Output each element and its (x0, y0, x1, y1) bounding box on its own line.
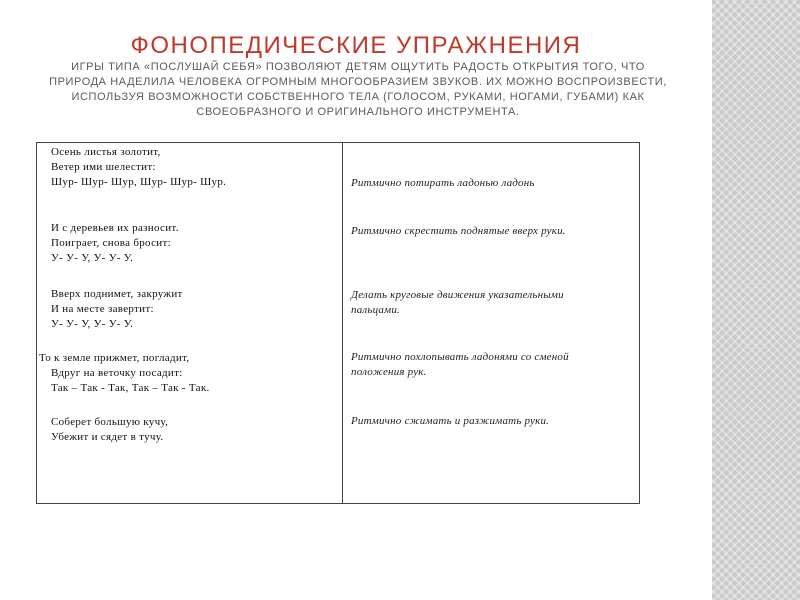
exercise-table (36, 142, 640, 504)
poem-line: Осень листья золотит, (51, 146, 161, 158)
poem-line: Поиграет, снова бросит: (51, 237, 171, 249)
action-text: Ритмично похлопывать ладонями со сменой положения рук. (351, 351, 569, 378)
action-text: Ритмично потирать ладонью ладонь (351, 177, 535, 189)
poem-line: Так – Так - Так, Так – Так - Так. (51, 382, 210, 394)
poem-line: Ветер ими шелестит: (51, 161, 156, 173)
poem-stanza-3 (51, 287, 183, 332)
poem-line: И на месте завертит: (51, 303, 154, 315)
poem-stanza-1 (51, 145, 226, 190)
actions-column (343, 143, 639, 503)
poem-line: Соберет большую кучу, (51, 416, 169, 428)
poem-line: То к земле прижмет, погладит, (39, 352, 190, 364)
poem-stanza-5 (51, 415, 168, 445)
poem-line: У- У- У, У- У- У. (51, 318, 134, 330)
action-text: Ритмично сжимать и разжимать руки. (351, 415, 550, 427)
poem-stanza-4 (39, 351, 210, 396)
decorative-side-stripe (712, 0, 800, 600)
poem-line: Убежит и сядет в тучу. (51, 431, 164, 443)
poem-line: У- У- У, У- У- У. (51, 252, 134, 264)
action-text: Ритмично скрестить поднятые вверх руки. (351, 225, 566, 237)
slide-title: ФОНОПЕДИЧЕСКИЕ УПРАЖНЕНИЯ (130, 32, 582, 59)
poem-line: И с деревьев их разносит. (51, 222, 179, 234)
poem-line: Вдруг на веточку посадит: (51, 367, 183, 379)
poem-column (37, 143, 343, 503)
poem-stanza-2 (51, 221, 179, 266)
slide-subtitle: ИГРЫ ТИПА «ПОСЛУШАЙ СЕБЯ» ПОЗВОЛЯЮТ ДЕТЯМ ОЩУТИТЬ РАДОСТЬ ОТКРЫТИЯ ТОГО, ЧТО ПРИРОДА НАДЕЛИЛА ЧЕЛОВЕКА ОГРОМНЫМ МНОГООБРАЗИЕМ ЗВУКОВ. ИХ МОЖНО ВОСПРОИЗВЕСТИ, ИСПОЛЬЗУЯ ВОЗМОЖНОСТИ СОБСТВЕННОГО ТЕЛА (ГОЛОСОМ, РУКАМИ, НОГАМИ, ГУБАМИ) КАК СВОЕОБРАЗНОГО И ОРИГИНАЛЬНОГО ИНСТРУМЕНТА. (49, 61, 667, 118)
action-text: Делать круговые движения указательными пальцами. (351, 289, 564, 316)
poem-line: Вверх поднимет, закружит (51, 288, 183, 300)
poem-line: Шур- Шур- Шур, Шур- Шур- Шур. (51, 176, 227, 188)
